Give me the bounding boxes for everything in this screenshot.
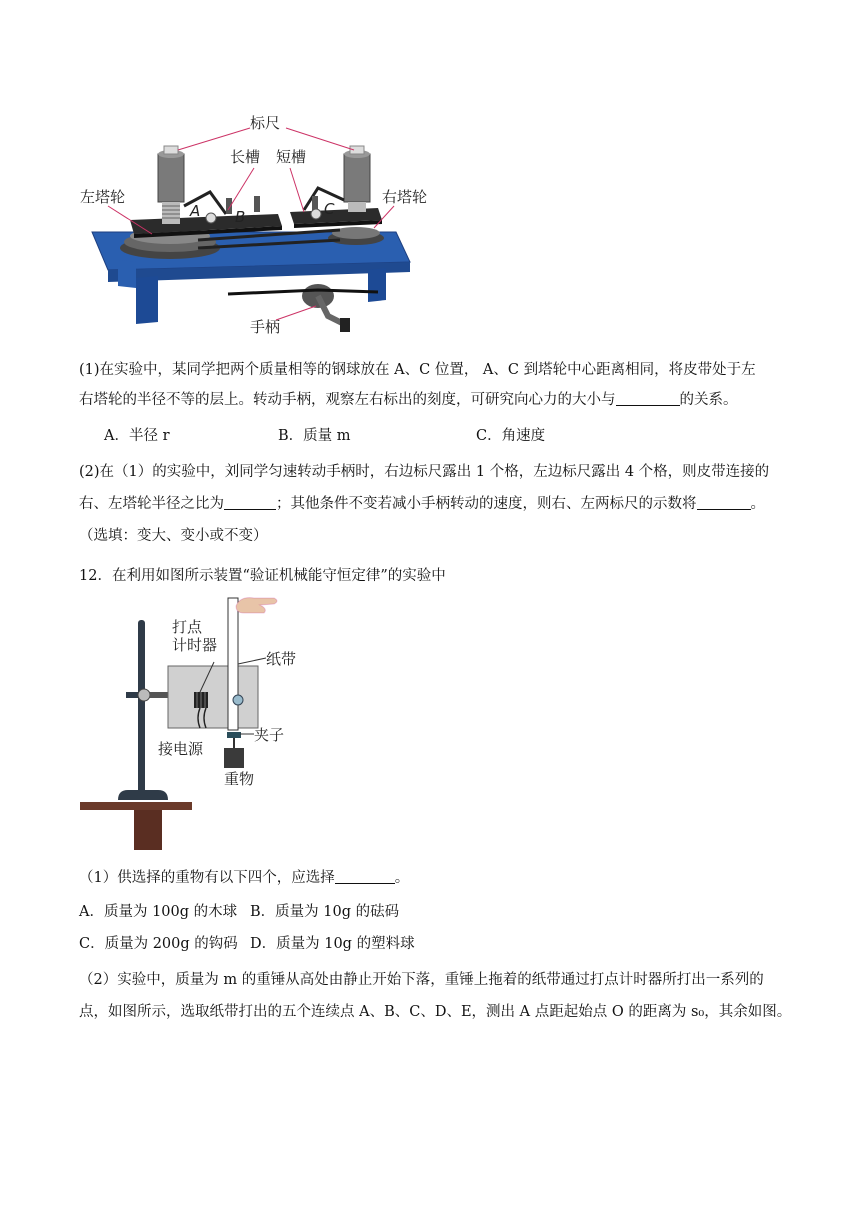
q12-option-a: A．质量为 100g 的木球 <box>79 904 238 920</box>
label-clip: 夹子 <box>254 726 285 744</box>
q12-option-c: C．质量为 200g 的钩码 <box>79 936 238 952</box>
label-power: 接电源 <box>158 740 204 758</box>
q11-part2-line2-b: ；其他条件不变若减小手柄转动的速度，则右、左两标尺的示数将 <box>276 496 697 512</box>
label-pos-c: C <box>324 200 335 218</box>
q11-option-c: C．角速度 <box>476 428 546 444</box>
answer-blank[interactable] <box>224 495 276 510</box>
q11-option-b: B．质量 m <box>278 428 351 444</box>
q11-part2-line2-c: 。 <box>750 496 765 512</box>
answer-blank[interactable] <box>335 869 395 884</box>
q12-part2-line2: 点，如图所示，选取纸带打出的五个连续点 A、B、C、D、E，测出 A 点距起始点 O 的距离为 s₀，其余如图。 <box>79 1004 792 1020</box>
label-tape: 纸带 <box>266 650 297 668</box>
label-left-wheel: 左塔轮 <box>80 188 126 206</box>
answer-blank[interactable] <box>697 495 751 510</box>
q12-part1-b: 。 <box>394 870 410 886</box>
label-long-groove: 长槽 <box>230 148 261 166</box>
label-pos-b: B <box>235 208 246 226</box>
q11-part2-line1: (2)在（1）的实验中，刘同学匀速转动手柄时，右边标尺露出 1 个格，左边标尺露出 4 个格，则皮带连接的 <box>79 464 770 480</box>
label-right-wheel: 右塔轮 <box>382 188 428 206</box>
answer-blank[interactable] <box>616 391 680 406</box>
label-timer-2: 计时器 <box>172 636 218 654</box>
q11-part2-line2 <box>79 494 765 514</box>
label-weight: 重物 <box>224 770 255 788</box>
mechanical-energy-apparatus-figure <box>78 592 297 854</box>
q11-part1-line2-b: 的关系。 <box>679 392 738 408</box>
q12-option-d: D．质量为 10g 的塑料球 <box>250 936 415 952</box>
q11-part2-line3: （选填：变大、变小或不变） <box>79 528 268 544</box>
q12-part1 <box>79 868 409 888</box>
label-ruler: 标尺 <box>250 114 281 132</box>
q12-part1-a: （1）供选择的重物有以下四个，应选择 <box>79 870 335 886</box>
q12-stem: 12．在利用如图所示装置“验证机械能守恒定律”的实验中 <box>79 568 446 584</box>
centripetal-force-apparatus-figure <box>78 110 448 345</box>
q11-option-a: A．半径 r <box>104 428 170 444</box>
label-handle: 手柄 <box>250 318 281 336</box>
q11-part2-line2-a: 右、左塔轮半径之比为 <box>79 496 224 512</box>
q11-part1-line2 <box>79 390 738 410</box>
label-pos-a: A <box>190 202 201 220</box>
q11-part1-line2-a: 右塔轮的半径不等的层上。转动手柄，观察左右标出的刻度，可研究向心力的大小与 <box>79 392 616 408</box>
q12-part2-line1: （2）实验中，质量为 m 的重锤从高处由静止开始下落，重锤上拖着的纸带通过打点计时器所打出一系列的 <box>79 972 764 988</box>
q12-option-b: B．质量为 10g 的砝码 <box>250 904 400 920</box>
q11-part1-line1: (1)在实验中，某同学把两个质量相等的钢球放在 A、C 位置， A、C 到塔轮中心距离相同，将皮带处于左 <box>79 362 756 378</box>
label-short-groove: 短槽 <box>276 148 307 166</box>
label-timer: 打点 <box>172 618 203 636</box>
